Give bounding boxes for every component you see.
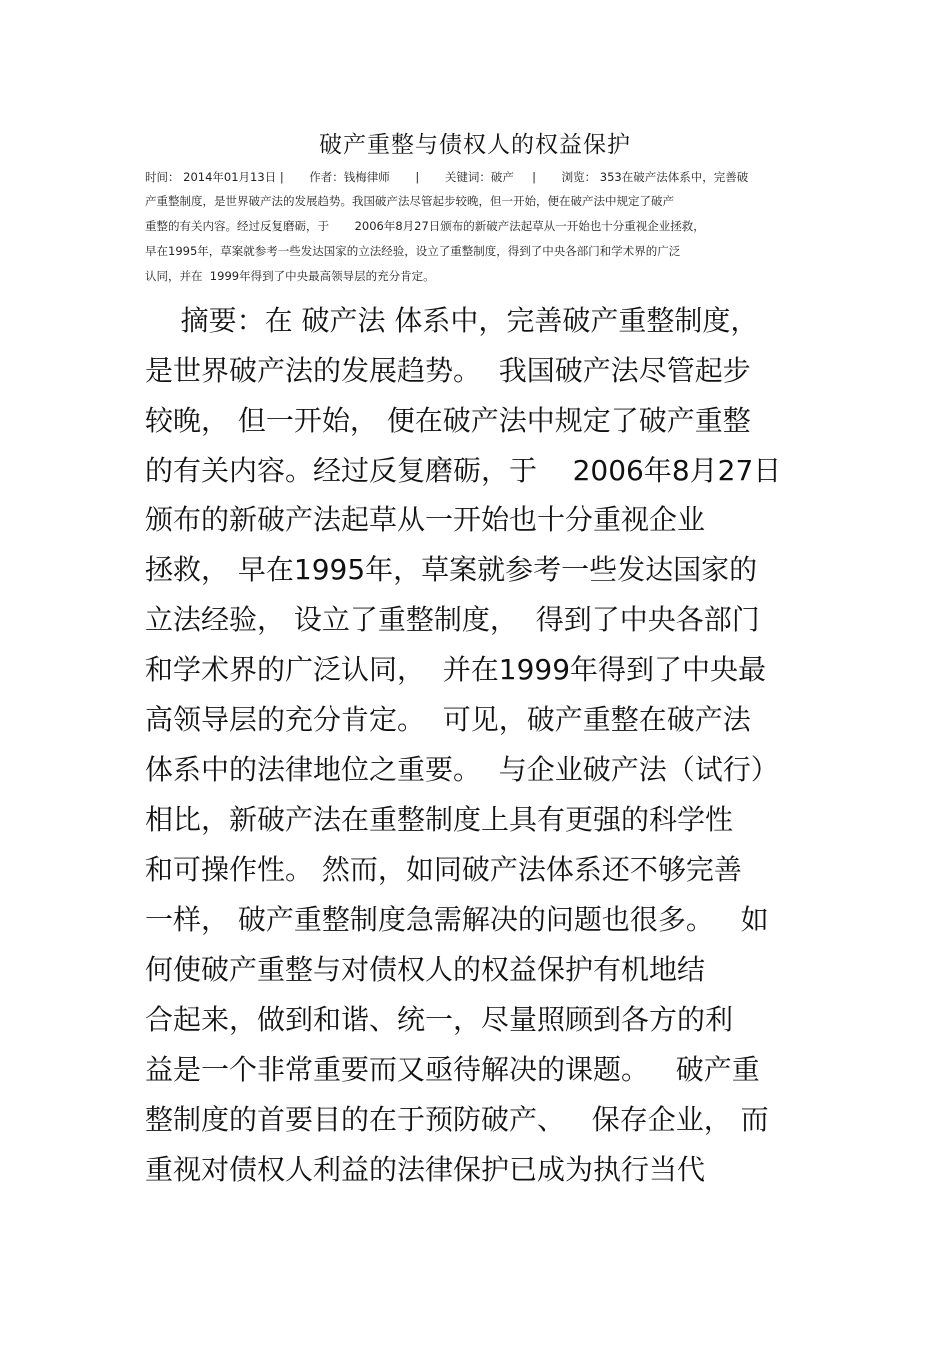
body-line-7: 立法经验， 设立了重整制度， 得到了中央各部门 [145, 603, 760, 636]
body-line-14: 何使破产重整与对债权人的权益保护有机地结 [145, 953, 706, 986]
body-line-15: 合起来，做到和谐、统一，尽量照顾到各方的利 [145, 1003, 734, 1036]
body-line-13: 一样， 破产重整制度急需解决的问题也很多。 如 [145, 903, 769, 936]
body-line-12: 和可操作性。 然而，如同破产法体系还不够完善 [145, 853, 742, 886]
body-line-5: 颁布的新破产法起草从一开始也十分重视企业 [145, 503, 706, 536]
body-line-6: 拯救， 早在1995年，草案就参考一些发达国家的 [145, 553, 758, 586]
body-line-2: 是世界破产法的发展趋势。 我国破产法尽管起步 [145, 354, 751, 387]
body-line-11: 相比，新破产法在重整制度上具有更强的科学性 [145, 803, 734, 836]
body-line-4: 的有关内容。经过反复磨砺，于 2006年8月27日 [145, 454, 782, 487]
body-line-10: 体系中的法律地位之重要。 与企业破产法（试行） [145, 753, 779, 786]
body-line-16: 益是一个非常重要而又亟待解决的课题。 破产重 [145, 1053, 760, 1086]
body-line-9: 高领导层的充分肯定。 可见，破产重整在破产法 [145, 703, 751, 736]
meta-line-3: 重整的有关内容。经过反复磨砺，于 2006年8月27日颁布的新破产法起草从一开始也十分重视企业拯救， [145, 219, 705, 233]
body-line-3: 较晚， 但一开始， 便在破产法中规定了破产重整 [145, 404, 751, 437]
meta-line-4: 早在1995年，草案就参考一些发达国家的立法经验，设立了重整制度，得到了中央各部门和学术界的广泛 [145, 244, 681, 258]
body-line-18: 重视对债权人利益的法律保护已成为执行当代 [145, 1153, 706, 1186]
body-line-17: 整制度的首要目的在于预防破产、 保存企业， 而 [145, 1103, 769, 1136]
meta-line-5: 认同，并在 1999年得到了中央最高领导层的充分肯定。 [145, 269, 435, 283]
meta-line-1: 时间： 2014年01月13日 | 作者：钱梅律师 | 关键词：破产 | 浏览： 353在破产法体系中，完善破 [145, 170, 749, 184]
body-line-1: 摘要：在 破产法 体系中，完善破产重整制度， [145, 304, 759, 337]
document-title: 破产重整与债权人的权益保护 [319, 132, 631, 158]
meta-line-2: 产重整制度，是世界破产法的发展趋势。我国破产法尽管起步较晚，但一开始，便在破产法中规定了破产 [145, 194, 674, 208]
body-line-8: 和学术界的广泛认同， 并在1999年得到了中央最 [145, 653, 767, 686]
